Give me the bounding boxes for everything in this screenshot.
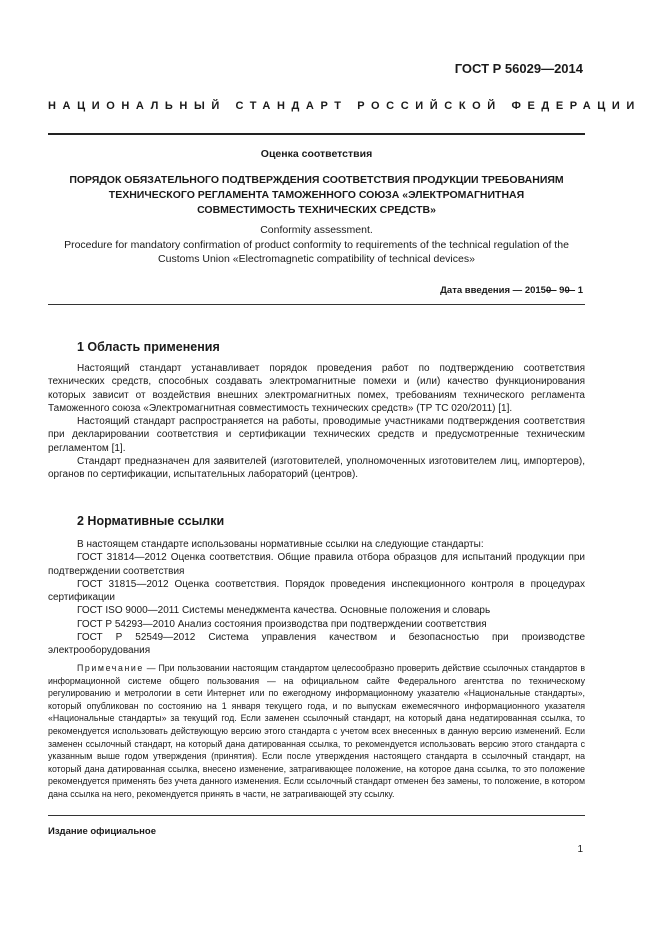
footer-divider xyxy=(48,815,585,816)
title-en: Procedure for mandatory confirmation of product conformity to requirements of the technical regulation of the Customs Union «Electromagnetic compatibility of technical devices» xyxy=(64,239,569,265)
section-2-paragraph: В настоящем стандарте использованы нормативные ссылки на следующие стандарты: xyxy=(77,539,484,550)
page-number: 1 xyxy=(577,844,583,855)
category-ru: Оценка соответствия xyxy=(260,148,373,160)
introduction-date-mid: 9 xyxy=(556,285,565,296)
title-ru: ПОРЯДОК ОБЯЗАТЕЛЬНОГО ПОДТВЕРЖДЕНИЯ СООТВЕТСТВИЯ ПРОДУКЦИИ ТРЕБОВАНИЯМ ТЕХНИЧЕСКОГО РЕГЛАМЕНТА ТАМОЖЕННОГО СОЮЗА «ЭЛЕКТРОМАГНИТНАЯ СОВМЕСТИМОСТЬ ТЕХНИЧЕСКИХ СРЕДСТВ» xyxy=(69,174,564,216)
section-1-body xyxy=(48,362,585,482)
normative-reference: ГОСТ 31814—2012 Оценка соответствия. Общие правила отбора образцов для испытаний продукции при подтверждении соответствия xyxy=(48,552,585,577)
national-standard-banner: НАЦИОНАЛЬНЫЙ СТАНДАРТ РОССИЙСКОЙ ФЕДЕРАЦИИ xyxy=(48,100,641,112)
note-block xyxy=(48,662,585,801)
section-2-body xyxy=(48,538,585,658)
note-paragraph xyxy=(48,662,585,801)
section-1-paragraph: Стандарт предназначен для заявителей (изготовителей, уполномоченных изготовителем лиц, импортеров), органов по сертификации, испытательных лабораторий (центров). xyxy=(48,456,585,481)
introduction-date-struck-1: 0– xyxy=(545,285,557,296)
normative-reference: ГОСТ 31815—2012 Оценка соответствия. Порядок проведения инспекционного контроля в процедурах сертификации xyxy=(48,578,585,604)
note-text: — При пользовании настоящим стандартом целесообразно проверить действие ссылочных стандартов в информационной системе общего пользования — на официальном сайте Федерального агентства по техническому регулированию и метрологии в сети Интернет или по ежегодному информационному указателю «Национальные стандарты», который опубликован по состоянию на 1 января текущего года, и по выпускам ежемесячного информационного указателя «Национальные стандарты» за текущий год. Если заменен ссылочный стандарт, на который дана недатированная ссылка, то рекомендуется использовать действующую версию этого стандарта с учетом всех внесенных в данную версию изменений. Если заменен ссылочный стандарт, на который дана датированная ссылка, то рекомендуется использовать версию этого стандарта с указанным выше годом утверждения (принятия). Если после утверждения настоящего стандарта в ссылочный стандарт, на который дана датированная ссылка, внесено изменение, затрагивающее положение, на которое дана ссылка, то это положение рекомендуется применять без учета данного изменения. Если ссылочный стандарт отменен без замены, то положение, в котором дана ссылка на него, рекомендуется принять в части, не затрагивающей эту ссылку. xyxy=(48,663,585,799)
introduction-date xyxy=(440,285,583,296)
normative-reference: ГОСТ Р 52549—2012 Система управления качеством и безопасностью при производстве электрооборудования xyxy=(48,632,585,657)
section-1-paragraph: Настоящий стандарт устанавливает порядок проведения работ по подтверждению соответствия технических средств, способных создавать электромагнитные помехи и (или) качество функционирования которых зависит от воздействия внешних электромагнитных помех, требованиям технического регламента Таможенного союза «Электромагнитная совместимость технических средств» (ТР ТС 020/2011) [1]. xyxy=(48,363,585,414)
introduction-date-struck-2: 0– xyxy=(564,285,576,296)
date-divider xyxy=(48,304,585,305)
official-edition-label: Издание официальное xyxy=(48,826,156,837)
header-divider xyxy=(48,133,585,135)
normative-reference: ГОСТ ISO 9000—2011 Системы менеджмента качества. Основные положения и словарь xyxy=(77,605,491,617)
normative-reference: ГОСТ Р 54293—2010 Анализ состояния производства при подтверждении соответствия xyxy=(77,618,487,630)
note-label: Примечание xyxy=(77,663,144,673)
document-number: ГОСТ Р 56029—2014 xyxy=(454,61,583,76)
category-en: Conformity assessment. xyxy=(260,224,373,236)
introduction-date-end: 1 xyxy=(575,285,583,296)
section-2-heading: 2 Нормативные ссылки xyxy=(77,514,225,528)
section-1-paragraph: Настоящий стандарт распространяется на работы, проводимые участниками подтверждения соответствия при декларировании соответствия и сертификации технических средств и предусмотренные техническим регламентом [1]. xyxy=(48,416,585,454)
section-1-heading: 1 Область применения xyxy=(77,340,220,354)
introduction-date-label: Дата введения — 2015 xyxy=(440,285,546,296)
